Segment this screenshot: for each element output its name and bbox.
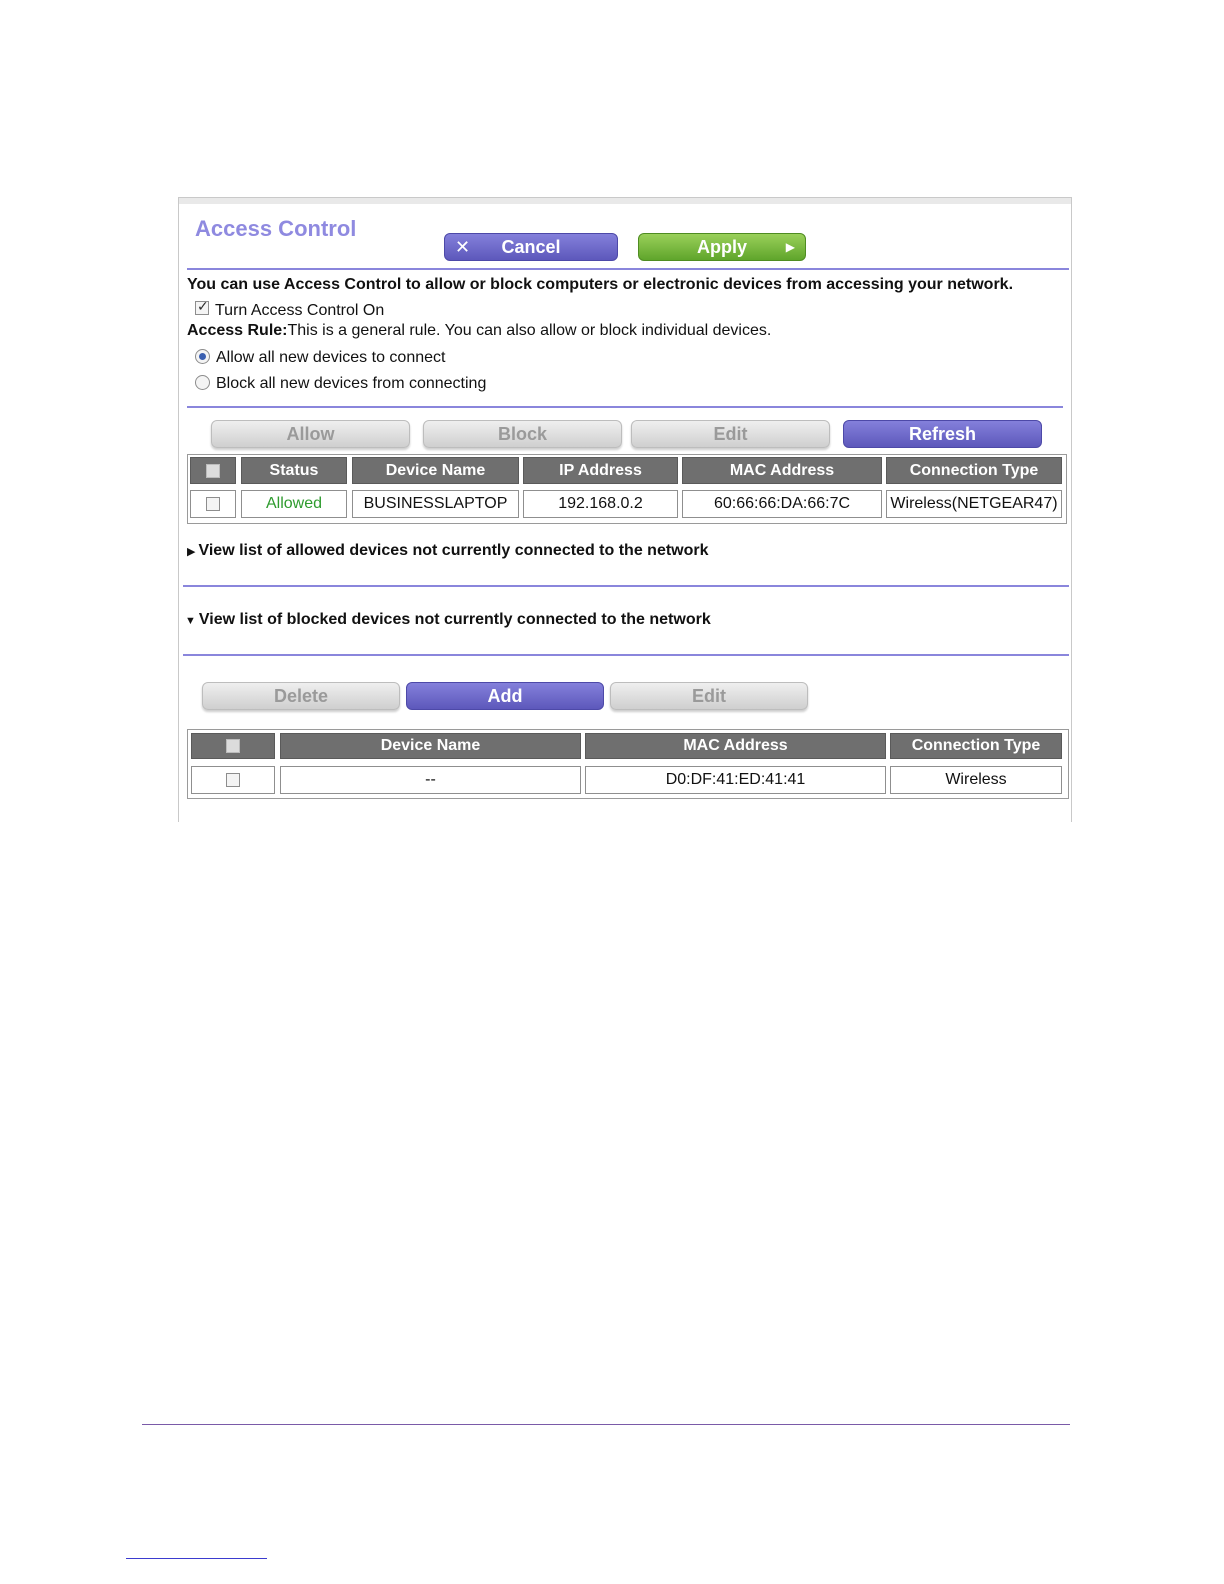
radio-block-all[interactable]: [195, 375, 210, 390]
blocked-device-name-cell: --: [280, 766, 581, 794]
footer-divider: [142, 1424, 1070, 1425]
blocked-select-all-header[interactable]: [191, 733, 275, 759]
connection-type-cell: Wireless(NETGEAR47): [886, 490, 1062, 518]
header-connection-type: Connection Type: [886, 457, 1062, 484]
blocked-connection-type-cell: Wireless: [890, 766, 1062, 794]
triangle-right-icon: ▶: [187, 546, 196, 558]
header-device-name: Device Name: [352, 457, 519, 484]
radio-block-label: Block all new devices from connecting: [216, 375, 487, 392]
blocked-header-device-name: Device Name: [280, 733, 581, 759]
apply-label: Apply: [696, 236, 747, 257]
access-control-panel: [178, 197, 1072, 822]
blocked-list-toggle-label: View list of blocked devices not currently connected to the network: [198, 611, 711, 628]
apply-button[interactable]: [638, 233, 806, 261]
connected-devices-table: [187, 454, 1067, 524]
allowed-list-toggle-label: View list of allowed devices not currently connected to the network: [198, 542, 709, 559]
blocked-mac-address-cell: D0:DF:41:ED:41:41: [585, 766, 886, 794]
edit-button[interactable]: Edit: [631, 420, 830, 448]
status-cell: Allowed: [241, 490, 347, 518]
edit-blocked-button[interactable]: Edit: [610, 682, 808, 710]
footer-link-underline: [126, 1558, 267, 1559]
turn-on-checkbox[interactable]: [195, 301, 209, 315]
cancel-button[interactable]: [444, 233, 618, 261]
header-divider: [187, 268, 1069, 270]
select-all-header[interactable]: [190, 457, 236, 484]
blocked-devices-table: [187, 729, 1069, 799]
intro-text: You can use Access Control to allow or block computers or electronic devices from accessing your network.: [187, 276, 1014, 293]
row-checkbox[interactable]: [206, 497, 220, 511]
allowed-list-toggle[interactable]: [187, 542, 709, 560]
allow-button[interactable]: Allow: [211, 420, 410, 448]
table-row-select[interactable]: [190, 490, 236, 518]
blocked-select-all-checkbox[interactable]: [226, 739, 240, 753]
blocked-header-mac-address: MAC Address: [585, 733, 886, 759]
turn-on-label: Turn Access Control On: [215, 302, 385, 319]
settings-divider: [187, 406, 1063, 408]
page-title: Access Control: [195, 216, 357, 241]
ip-address-cell: 192.168.0.2: [523, 490, 678, 518]
cancel-label: Cancel: [501, 236, 561, 257]
blocked-row-select[interactable]: [191, 766, 275, 794]
device-name-cell: BUSINESSLAPTOP: [352, 490, 519, 518]
radio-allow-all[interactable]: [195, 349, 210, 364]
radio-allow-label: Allow all new devices to connect: [216, 349, 446, 366]
header-mac-address: MAC Address: [682, 457, 882, 484]
select-all-checkbox[interactable]: [206, 464, 220, 478]
header-ip-address: IP Address: [523, 457, 678, 484]
delete-button[interactable]: Delete: [202, 682, 400, 710]
add-button[interactable]: Add: [406, 682, 604, 710]
access-rule-line: [187, 322, 771, 340]
allowed-divider: [183, 585, 1069, 587]
blocked-divider: [183, 654, 1069, 656]
blocked-row-checkbox[interactable]: [226, 773, 240, 787]
triangle-down-icon: ▼: [185, 615, 196, 627]
panel-top-bar: [179, 198, 1071, 204]
access-rule-label: Access Rule:: [187, 322, 288, 339]
arrow-right-icon: ▶: [785, 240, 795, 254]
block-button[interactable]: Block: [423, 420, 622, 448]
header-status: Status: [241, 457, 347, 484]
blocked-list-toggle[interactable]: [185, 611, 711, 629]
close-icon: ✕: [455, 237, 471, 257]
blocked-header-connection-type: Connection Type: [890, 733, 1062, 759]
refresh-button[interactable]: Refresh: [843, 420, 1042, 448]
mac-address-cell: 60:66:66:DA:66:7C: [682, 490, 882, 518]
access-rule-text: This is a general rule. You can also allow or block individual devices.: [287, 322, 772, 339]
